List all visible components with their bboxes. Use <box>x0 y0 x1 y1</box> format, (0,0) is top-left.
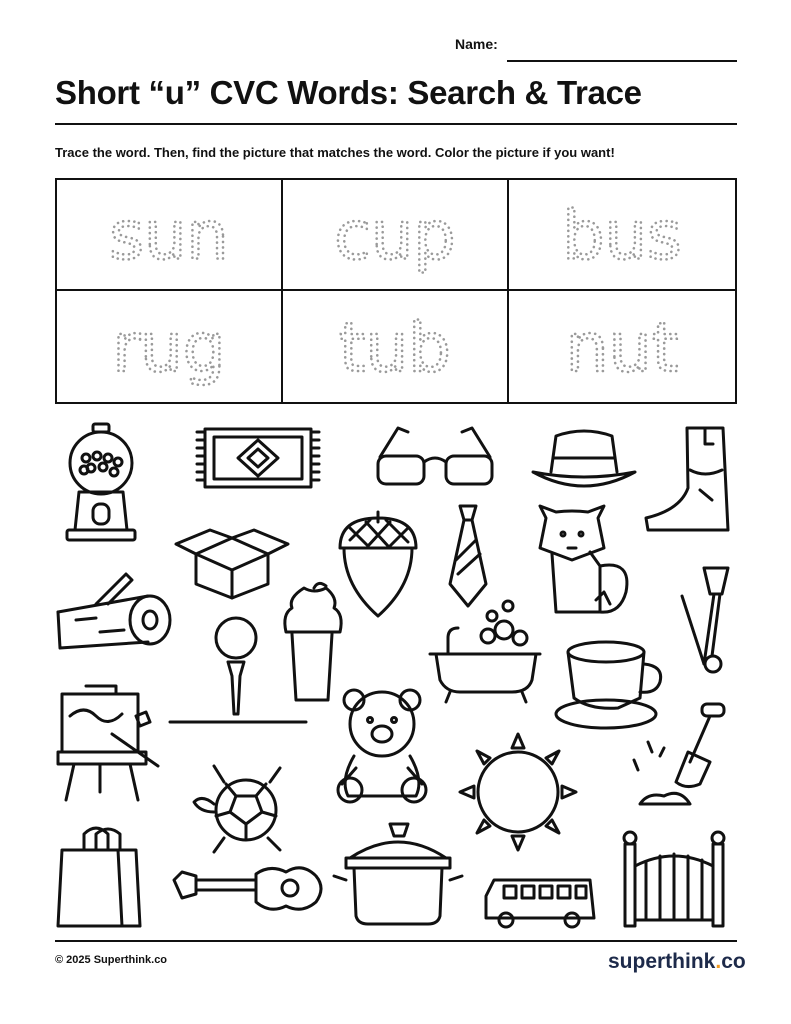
page-title: Short “u” CVC Words: Search & Trace <box>55 74 642 111</box>
bathtub-icon[interactable] <box>430 601 540 702</box>
cup-icon[interactable] <box>556 642 661 728</box>
copyright: © 2025 Superthink.co <box>55 954 168 966</box>
brand-main: superthink <box>608 950 716 973</box>
easel-icon[interactable] <box>58 686 158 800</box>
acorn-icon[interactable] <box>340 512 416 616</box>
boot-icon[interactable] <box>646 428 728 530</box>
sun-icon[interactable] <box>460 734 576 850</box>
instructions: Trace the word. Then, find the picture that matches the word. Color the picture if you want! <box>55 145 615 160</box>
brand-dot: . <box>715 950 722 973</box>
footer-divider <box>55 940 737 942</box>
gumball-machine-icon[interactable] <box>67 424 135 540</box>
trace-word: tub <box>339 307 451 387</box>
log-icon[interactable] <box>58 574 170 648</box>
brand-tld: co <box>721 950 746 973</box>
golf-ball-on-tee-icon[interactable] <box>170 618 306 722</box>
safety-pin-icon[interactable] <box>682 568 728 672</box>
ice-cream-cone-icon[interactable] <box>285 583 341 700</box>
fox-icon[interactable] <box>540 506 627 612</box>
glasses-icon[interactable] <box>378 428 492 484</box>
shopping-bag-icon[interactable] <box>58 828 140 926</box>
teddy-bear-icon[interactable] <box>338 690 426 802</box>
trace-word: sun <box>109 196 229 275</box>
trace-word: bus <box>562 196 682 275</box>
trace-word: cup <box>334 196 456 275</box>
guitar-icon[interactable] <box>174 868 321 909</box>
trace-word: nut <box>565 309 679 388</box>
gate-icon[interactable] <box>624 832 724 926</box>
shovel-icon[interactable] <box>634 704 724 804</box>
bus-icon[interactable] <box>486 880 594 927</box>
hat-icon[interactable] <box>533 431 635 486</box>
box-icon[interactable] <box>176 530 288 598</box>
name-label: Name: <box>455 36 498 52</box>
pot-icon[interactable] <box>334 824 462 924</box>
turtle-icon[interactable] <box>194 766 280 852</box>
trace-word: rug <box>112 307 226 387</box>
brand-logo <box>608 950 746 974</box>
tie-icon[interactable] <box>450 506 486 606</box>
rug-icon[interactable] <box>197 429 319 487</box>
